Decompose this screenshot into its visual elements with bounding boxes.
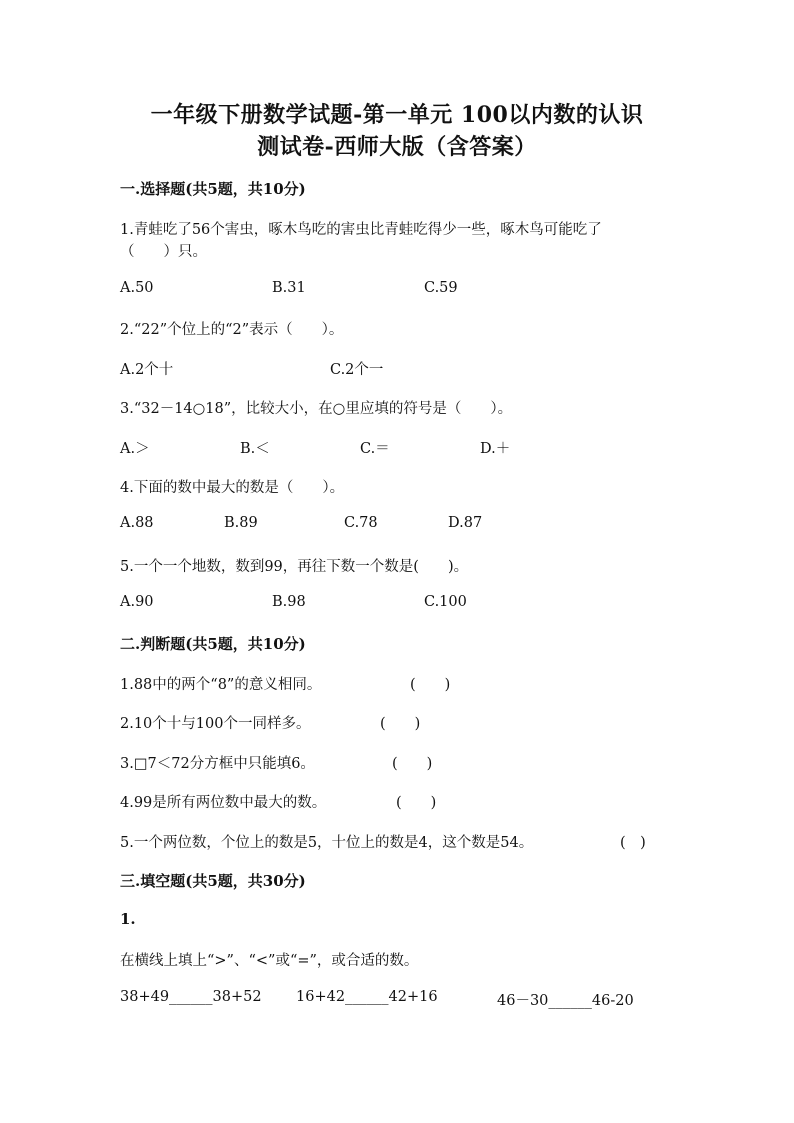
choice-question-5: 5.一个一个地数，数到99，再往下数一个数是( )。 <box>120 559 469 575</box>
choice-1-option-c: C.59 <box>424 280 458 296</box>
fill-question-1-number: 1. <box>120 910 136 928</box>
choice-question-3: 3.“32－14○18”，比较大小，在○里应填的符号是（ ）。 <box>120 401 513 417</box>
choice-5-option-c: C.100 <box>424 594 467 610</box>
choice-4-option-d: D.87 <box>448 515 483 531</box>
section-heading-fill: 三.填空题(共5题，共30分) <box>120 872 306 890</box>
judge-5-answer-paren: ( ) <box>620 835 646 851</box>
choice-5-option-a: A.90 <box>120 594 154 610</box>
fill-1-item-1: 38+49______38+52 <box>120 989 262 1005</box>
section-heading-judge: 二.判断题(共5题，共10分) <box>120 635 306 653</box>
judge-4-answer-paren: ( ) <box>396 795 437 811</box>
section-heading-choice: 一.选择题(共5题，共10分) <box>120 180 306 198</box>
fill-question-1-instruction: 在横线上填上“>”、“<”或“=”，或合适的数。 <box>120 953 419 969</box>
choice-2-option-c: C.2个一 <box>330 362 384 378</box>
judge-1-answer-paren: ( ) <box>410 677 451 693</box>
choice-2-option-a: A.2个十 <box>120 362 174 378</box>
choice-question-2: 2.“22”个位上的“2”表示（ ）。 <box>120 322 344 338</box>
choice-4-option-a: A.88 <box>120 515 154 531</box>
choice-3-option-d: D.＋ <box>480 441 511 457</box>
choice-question-4: 4.下面的数中最大的数是（ ）。 <box>120 480 345 496</box>
judge-2-answer-paren: ( ) <box>380 716 421 732</box>
choice-3-option-b: B.＜ <box>240 441 270 457</box>
document-title-line1: 一年级下册数学试题-第一单元 100以内数的认识 <box>150 102 644 128</box>
judge-question-2: 2.10个十与100个一同样多。 <box>120 716 311 732</box>
judge-question-5: 5.一个两位数，个位上的数是5，十位上的数是4，这个数是54。 <box>120 835 534 851</box>
judge-question-1: 1.88中的两个“8”的意义相同。 <box>120 677 322 693</box>
choice-4-option-c: C.78 <box>344 515 378 531</box>
choice-3-option-c: C.＝ <box>360 441 390 457</box>
choice-4-option-b: B.89 <box>224 515 258 531</box>
judge-3-answer-paren: ( ) <box>392 756 433 772</box>
judge-question-3: 3.□7＜72分方框中只能填6。 <box>120 756 315 772</box>
choice-1-option-a: A.50 <box>120 280 154 296</box>
choice-question-1-line2: （ ）只。 <box>120 244 207 260</box>
choice-1-option-b: B.31 <box>272 280 306 296</box>
fill-1-item-3: 46－30______46-20 <box>497 993 634 1009</box>
document-title-line2: 测试卷-西师大版（含答案） <box>257 134 537 160</box>
fill-1-item-2: 16+42______42+16 <box>296 989 438 1005</box>
choice-5-option-b: B.98 <box>272 594 306 610</box>
choice-question-1-line1: 1.青蛙吃了56个害虫，啄木鸟吃的害虫比青蛙吃得少一些，啄木鸟可能吃了 <box>120 222 602 238</box>
choice-3-option-a: A.＞ <box>120 441 150 457</box>
judge-question-4: 4.99是所有两位数中最大的数。 <box>120 795 327 811</box>
